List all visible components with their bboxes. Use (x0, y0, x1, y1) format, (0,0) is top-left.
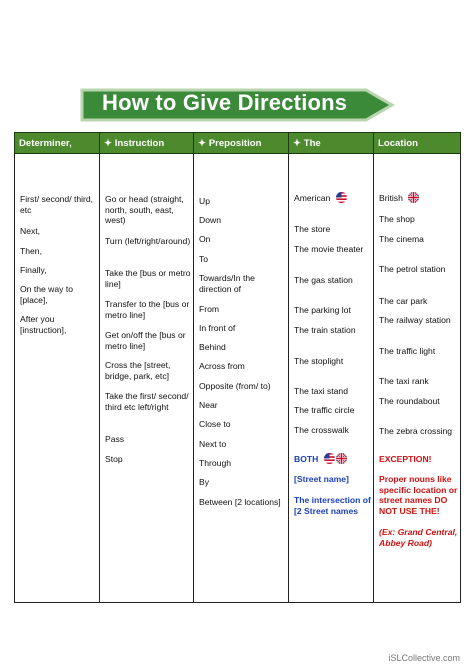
preposition-item: By (199, 477, 210, 487)
exception-text: Proper nouns like specific location or street names DO NOT USE THE! (379, 474, 458, 516)
british-item: The shop (379, 214, 415, 224)
american-item: The train station (294, 325, 356, 335)
british-item: The zebra crossing (379, 426, 453, 436)
exception-label: EXCEPTION! (379, 454, 432, 464)
us-flag-icon (324, 453, 335, 464)
american-item: The store (294, 224, 331, 234)
british-item: The car park (379, 296, 428, 306)
preposition-item: Up (199, 196, 210, 206)
instruction-item: Get on/off the [bus or metro line] (105, 330, 186, 351)
preposition-item: Through (199, 458, 232, 468)
american-column (289, 154, 374, 603)
preposition-item: Behind (199, 342, 226, 352)
american-item: The stoplight (294, 356, 344, 366)
preposition-item: Next to (199, 439, 227, 449)
preposition-item: On (199, 234, 211, 244)
instruction-item: Cross the [street, bridge, park, etc] (105, 360, 171, 381)
instruction-item: Take the first/ second/ third etc left/right (105, 391, 189, 412)
instruction-item: Take the [bus or metro line] (105, 268, 191, 289)
determiner-column (15, 154, 100, 603)
british-item: The cinema (379, 234, 424, 244)
british-label: British (379, 193, 403, 203)
instruction-item: Turn (left/right/around) (105, 236, 191, 246)
both-item: [Street name] (294, 474, 349, 484)
determiner-item: Then, (20, 246, 42, 256)
determiner-item: After you [instruction], (20, 314, 67, 335)
instruction-item: Pass (105, 434, 125, 444)
american-heading (294, 192, 371, 204)
american-item: The crosswalk (294, 425, 349, 435)
preposition-item: Close to (199, 419, 231, 429)
preposition-item: Near (199, 400, 218, 410)
header-preposition: ✦ Preposition (194, 133, 289, 154)
american-label: American (294, 193, 331, 203)
header-the: ✦ The (289, 133, 374, 154)
both-label: BOTH (294, 454, 319, 464)
british-item: The petrol station (379, 264, 446, 274)
american-item: The traffic circle (294, 405, 355, 415)
determiner-item: Finally, (20, 265, 47, 275)
instruction-item: Stop (105, 454, 123, 464)
american-item: The movie theater (294, 244, 364, 254)
american-item: The taxi stand (294, 386, 348, 396)
preposition-item: Across from (199, 361, 245, 371)
header-instruction: ✦ Instruction (100, 133, 194, 154)
both-heading (294, 453, 371, 465)
preposition-column (194, 154, 289, 603)
preposition-item: Towards/In the direction of (199, 273, 255, 294)
british-heading (379, 192, 458, 204)
preposition-item: To (199, 254, 209, 264)
british-column (374, 154, 461, 603)
american-item: The gas station (294, 275, 353, 285)
both-item: The intersection of [2 Street names (294, 495, 371, 516)
determiner-item: Next, (20, 226, 41, 236)
uk-flag-icon (408, 192, 419, 203)
us-flag-icon (336, 192, 347, 203)
british-item: The railway station (379, 315, 451, 325)
uk-flag-icon (336, 453, 347, 464)
british-item: The traffic light (379, 346, 436, 356)
footer-credit: iSLCollective.com (388, 653, 460, 663)
preposition-item: Opposite (from/ to) (199, 381, 271, 391)
title-sign (80, 86, 396, 124)
header-location: Location (374, 133, 461, 154)
page-title: How to Give Directions (102, 90, 348, 115)
instruction-item: Transfer to the [bus or metro line] (105, 299, 190, 320)
instruction-column (100, 154, 194, 603)
header-determiner: Determiner, (15, 133, 100, 154)
exception-example: (Ex: Grand Central, Abbey Road) (379, 527, 458, 548)
determiner-item: First/ second/ third, etc (20, 194, 94, 215)
british-item: The taxi rank (379, 376, 429, 386)
preposition-item: Down (199, 215, 221, 225)
preposition-item: From (199, 304, 220, 314)
british-item: The roundabout (379, 396, 440, 406)
american-item: The parking lot (294, 305, 351, 315)
preposition-item: Between [2 locations] (199, 497, 281, 507)
preposition-item: In front of (199, 323, 236, 333)
instruction-item: Go or head (straight, north, south, east, west) (105, 194, 184, 225)
directions-table (14, 132, 461, 603)
determiner-item: On the way to [place], (20, 284, 74, 305)
